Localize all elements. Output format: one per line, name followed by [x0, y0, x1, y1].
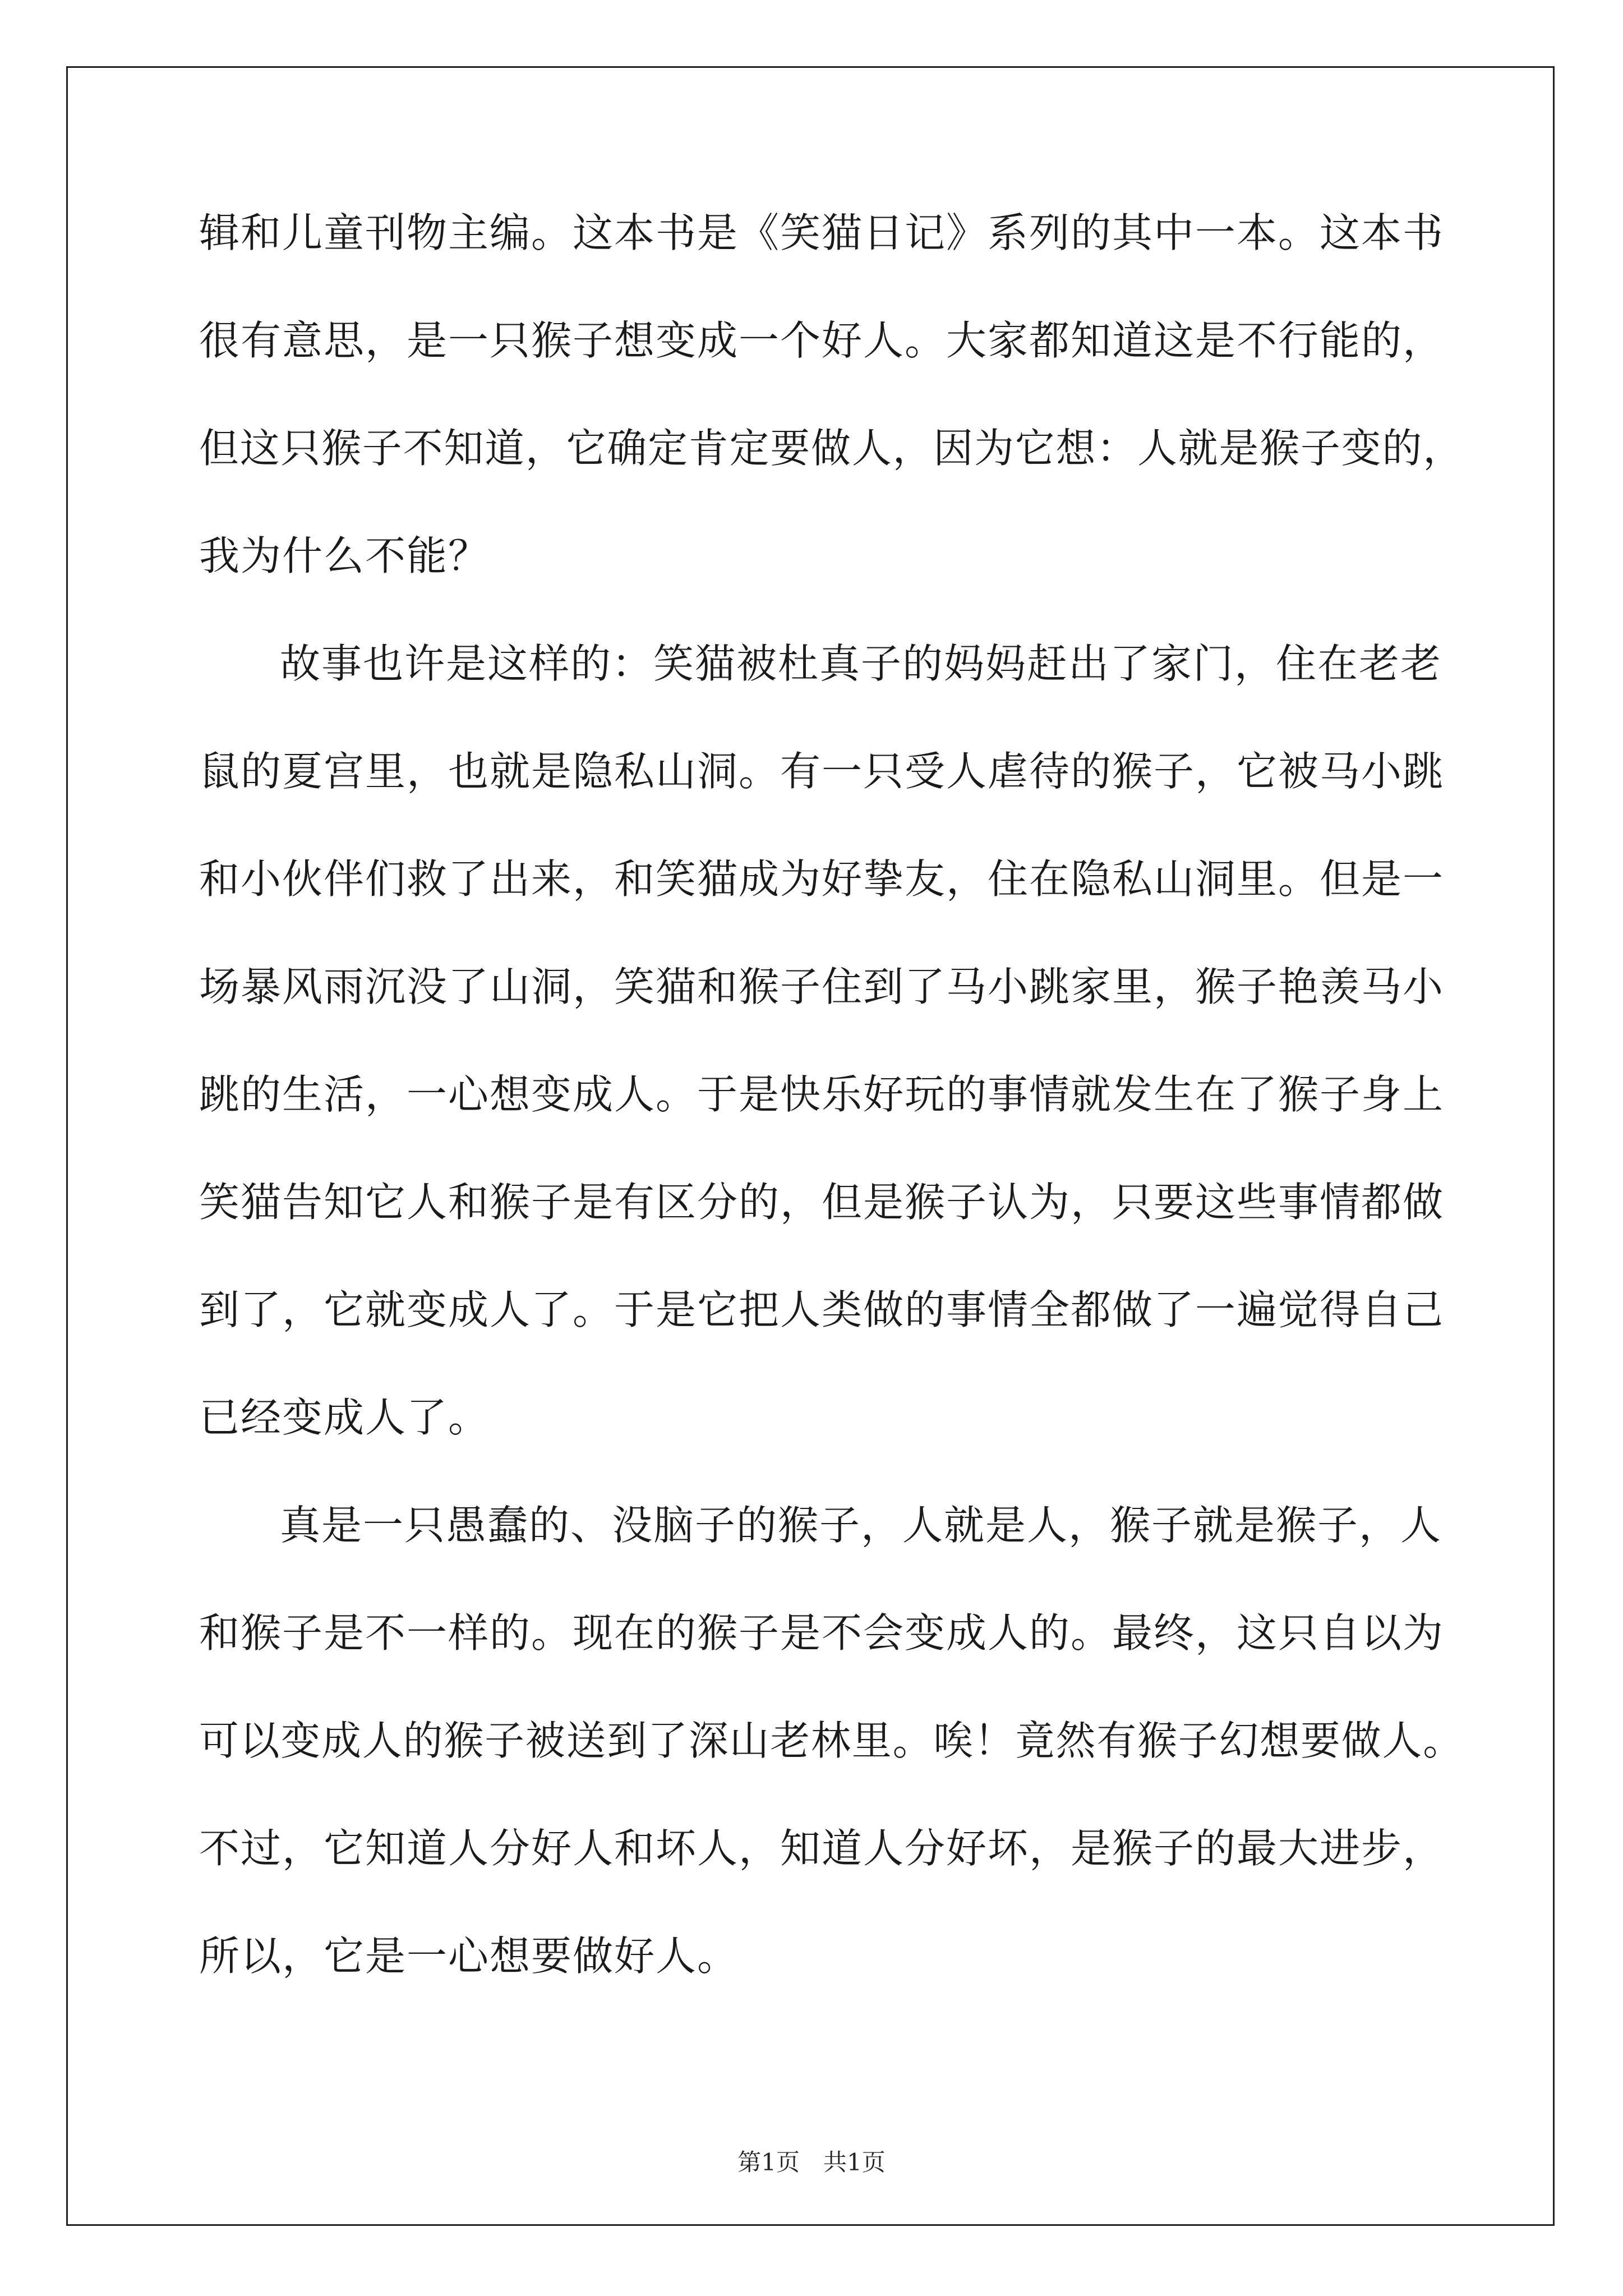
text-line: 鼠的夏宫里，也就是隐私山洞。有一只受人虐待的猴子，它被马小跳: [199, 748, 1445, 795]
page-number-footer: 第1页 共1页: [737, 2148, 886, 2176]
text-line: 但这只猴子不知道，它确定肯定要做人，因为它想：人就是猴子变的，: [199, 425, 1464, 472]
text-line: 笑猫告知它人和猴子是有区分的，但是猴子认为，只要这些事情都做: [199, 1179, 1445, 1226]
text-line: 不过，它知道人分好人和坏人，知道人分好坏，是猴子的最大进步，: [199, 1825, 1445, 1872]
text-line: 可以变成人的猴子被送到了深山老林里。唉！竟然有猴子幻想要做人。: [199, 1717, 1464, 1764]
text-line: 场暴风雨沉没了山洞，笑猫和猴子住到了马小跳家里，猴子艳羡马小: [199, 963, 1445, 1010]
text-line: 很有意思，是一只猴子想变成一个好人。大家都知道这是不行能的，: [199, 317, 1445, 364]
text-line: 到了，它就变成人了。于是它把人类做的事情全都做了一遍觉得自己: [199, 1286, 1445, 1333]
page-border: [66, 66, 1555, 2226]
text-line: 所以，它是一心想要做好人。: [199, 1932, 739, 1980]
paragraph-start-line: 真是一只愚蠢的、没脑子的猴子，人就是人，猴子就是猴子，人: [280, 1502, 1442, 1549]
text-line: 已经变成人了。: [199, 1394, 490, 1441]
text-line: 我为什么不能？: [199, 532, 490, 579]
text-line: 和小伙伴们救了出来，和笑猫成为好挚友，住在隐私山洞里。但是一: [199, 855, 1445, 903]
text-line: 跳的生活，一心想变成人。于是快乐好玩的事情就发生在了猴子身上: [199, 1071, 1445, 1118]
text-line: 辑和儿童刊物主编。这本书是《笑猫日记》系列的其中一本。这本书: [199, 209, 1445, 256]
text-line: 和猴子是不一样的。现在的猴子是不会变成人的。最终，这只自以为: [199, 1609, 1445, 1657]
paragraph-start-line: 故事也许是这样的：笑猫被杜真子的妈妈赶出了家门，住在老老: [280, 640, 1442, 687]
